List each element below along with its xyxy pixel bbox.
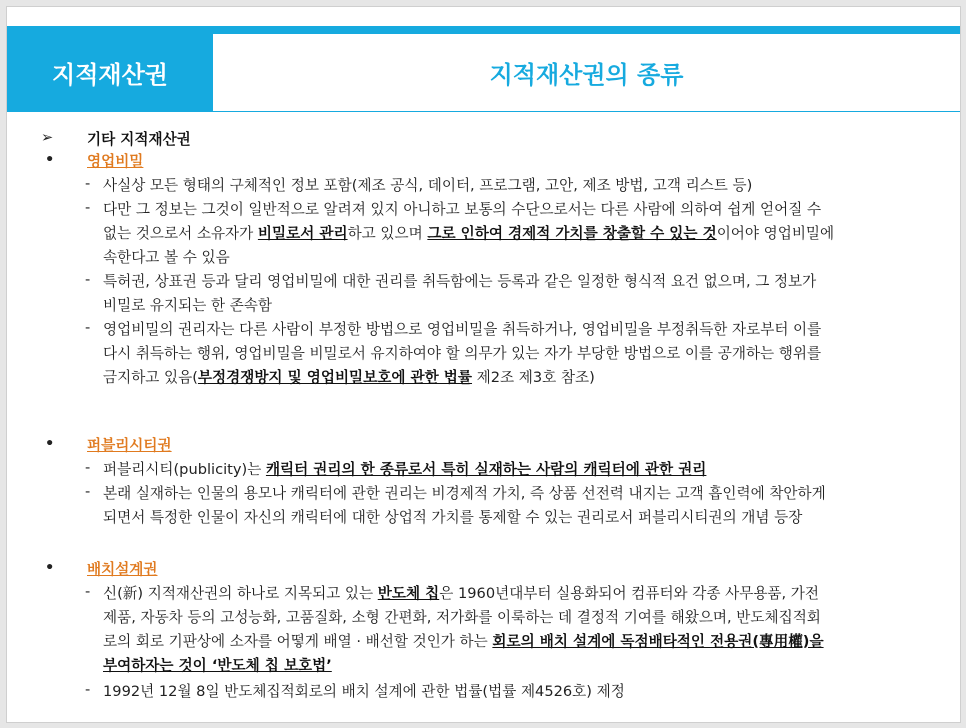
highlight-economic-value: 그로 인하여 경제적 가치를 창출할 수 있는 것 [427,225,717,242]
layout-design-line-2: 제품, 자동차 등의 고성능화, 고품질화, 소형 간편화, 저가화를 이룩하는 데 결정적 기여를 해왔으며, 반도체집적회 [103,609,821,626]
trade-secret-line-7: 영업비밀의 권리자는 다른 사람이 부정한 방법으로 영업비밀을 취득하거나, 영업비밀을 부정취득한 자로부터 이를 [103,321,822,338]
text-segment: 퍼블리시티(publicity)는 [103,461,266,478]
highlight-exclusive-right: 회로의 배치 설계에 독점배타적인 전용권(專用權)을 [492,633,824,650]
dash-icon: - [85,319,91,336]
dash-icon: - [85,681,91,698]
arrow-bullet-icon: ➢ [41,129,54,146]
layout-design-line-5: 1992년 12월 8일 반도체집적회로의 배치 설계에 관한 법률(법률 제4526호) 제정 [103,683,625,700]
publicity-line-2: 본래 실재하는 인물의 용모나 캐릭터에 관한 권리는 비경제적 가치, 즉 상품 선전력 내지는 고객 흡인력에 착안하게 [103,485,826,502]
dash-icon: - [85,175,91,192]
highlight-semiconductor-chip: 반도체 칩 [377,585,440,602]
publicity-line-1 [103,459,706,481]
dash-icon: - [85,483,91,500]
slide [6,6,961,723]
trade-secret-line-1: 사실상 모든 형태의 구체적인 정보 포함(제조 공식, 데이터, 프로그램, 고안, 제조 방법, 고객 리스트 등) [103,177,753,194]
bullet-icon: • [45,559,55,576]
heading-other-ip: 기타 지적재산권 [87,131,191,148]
trade-secret-line-6: 비밀로 유지되는 한 존속함 [103,297,272,314]
subtitle-trade-secret: 영업비밀 [87,153,144,170]
dash-icon: - [85,271,91,288]
text-segment: 로의 회로 기판상에 소자를 어떻게 배열 · 배선할 것인가 하는 [103,633,493,650]
trade-secret-line-3 [103,223,834,245]
subtitle-layout-design: 배치설계권 [87,561,158,578]
layout-design-line-4: 부여하자는 것이 ‘반도체 칩 보호법’ [103,657,332,674]
highlight-character-right: 캐릭터 권리의 한 종류로서 특히 실재하는 사람의 캐릭터에 관한 권리 [265,461,707,478]
text-segment: 이어야 영업비밀에 [716,225,835,242]
text-segment: 제2조 제3호 참조) [472,369,595,386]
layout-design-line-3 [103,631,824,653]
page-title: 지적재산권의 종류 [489,61,684,89]
dash-icon: - [85,583,91,600]
dash-icon: - [85,459,91,476]
trade-secret-line-8: 다시 취득하는 행위, 영업비밀을 비밀로서 유지하여야 할 의무가 있는 자가 부당한 방법으로 이를 공개하는 행위를 [103,345,822,362]
text-segment: 신(新) 지적재산권의 하나로 지목되고 있는 [103,585,378,602]
bullet-icon: • [45,151,55,168]
bullet-icon: • [45,435,55,452]
text-segment: 은 1960년대부터 실용화되어 컴퓨터와 각종 사무용품, 가전 [439,585,819,602]
trade-secret-line-5: 특허권, 상표권 등과 달리 영업비밀에 대한 권리를 취득함에는 등록과 같은 일정한 형식적 요건 없으며, 그 정보가 [103,273,817,290]
trade-secret-line-9 [103,367,595,389]
header-divider [7,111,960,112]
text-segment: 하고 있으며 [347,225,428,242]
dash-icon: - [85,199,91,216]
trade-secret-line-2: 다만 그 정보는 그것이 일반적으로 알려져 있지 아니하고 보통의 수단으로서는 다른 사람에 의하여 쉽게 얻어질 수 [103,201,822,218]
trade-secret-line-4: 속한다고 볼 수 있음 [103,249,230,266]
publicity-line-3: 되면서 특정한 인물이 자신의 캐릭터에 대한 상업적 가치를 통제할 수 있는 권리로서 퍼블리시티권의 개념 등장 [103,509,803,526]
layout-design-line-1 [103,583,819,605]
highlight-law-name: 부정경쟁방지 및 영업비밀보호에 관한 법률 [197,369,473,386]
header-top-bar [7,26,960,34]
section-title: 지적재산권 [7,34,213,111]
text-segment: 없는 것으로서 소유자가 [103,225,258,242]
text-segment: 금지하고 있음( [103,369,198,386]
highlight-secret-management: 비밀로서 관리 [257,225,348,242]
subtitle-publicity: 퍼블리시티권 [87,437,172,454]
